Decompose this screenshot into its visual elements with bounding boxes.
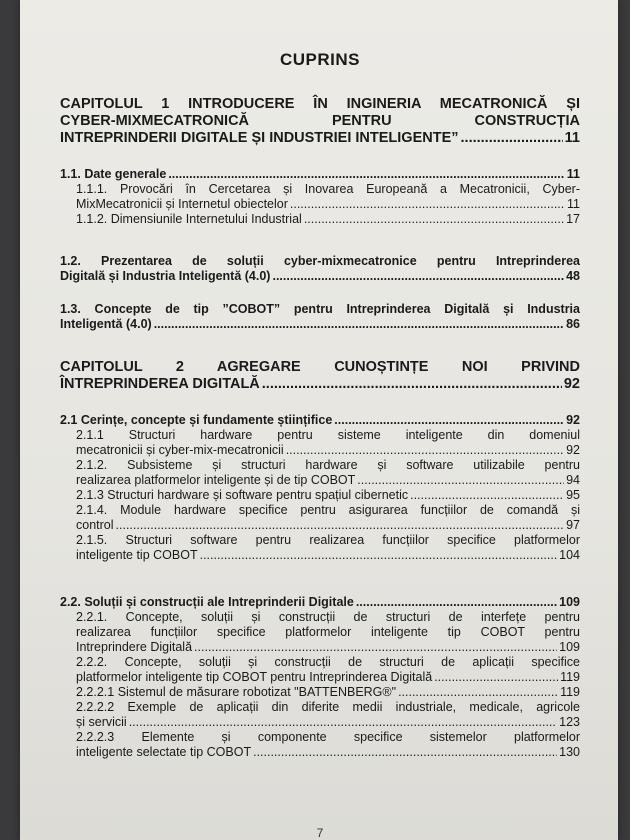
toc-section-2-1-1: 2.1.1 Structuri hardware pentru sisteme inteligente din domeniul mecatronicii și cyber-mix-mecatronicii ..... 92 [60,428,580,458]
toc-section-1-1-2: 1.1.2. Dimensiunile Internetului Industrial ..... 17 [60,212,580,227]
toc-section-2-1-2: 2.1.2. Subsisteme și structuri hardware și software utilizabile pentru realizarea platformelor inteligente și de tip COBOT ..... 94 [60,458,580,488]
toc-chapter-1-line-2: CYBER-MIXMECATRONICĂ PENTRU CONSTRUCȚIA [60,113,580,129]
page-ref: 104 [559,548,580,562]
page-number: 7 [316,826,324,840]
page-ref: 11 [564,130,580,146]
toc-section-2-1-4: 2.1.4. Module hardware specifice pentru asigurarea funcțiilor de comandă și control ..... 97 [60,503,580,533]
toc-chapter-1-line-1: CAPITOLUL 1 INTRODUCERE ÎN INGINERIA MECATRONICĂ ȘI [60,96,580,112]
toc-section-1-3: 1.3. Concepte de tip ”COBOT” pentru Intreprinderea Digitală și Industria Inteligentă (4.0) ..... 86 [60,302,580,332]
page-ref: 109 [559,595,580,609]
page-ref: 92 [566,413,580,427]
toc-chapter-1 [60,96,580,147]
page-ref: 130 [559,745,580,759]
page-ref: 94 [566,473,580,487]
toc-chapter-1-line-3: INTREPRINDERII DIGITALE ȘI INDUSTRIEI INTELIGENTE” ..... 11 [60,130,580,147]
page-ref: 86 [566,317,580,331]
page-ref: 119 [560,685,580,699]
page-ref: 95 [566,488,580,502]
page-ref: 48 [566,269,580,283]
page-ref: 11 [567,197,580,211]
page-ref: 119 [560,670,580,684]
toc-section-2-2-2: 2.2.2. Concepte, soluții și construcții de structuri de aplicații specifice platformelor inteligente tip COBOT pentru Intreprinderea Digitală ..... 119 [60,655,580,685]
page-title: CUPRINS [279,50,360,69]
document-page [20,0,618,840]
toc-section-2-2-1: 2.2.1. Concepte, soluții și construcții de structuri de interfețe pentru realizarea funcțiilor specifice platformelor inteligente tip COBOT pentru Intreprindere Digitală ..... 109 [60,610,580,655]
page-ref: 123 [559,715,580,729]
toc-chapter-2: CAPITOLUL 2 AGREGARE CUNOȘTINȚE NOI PRIVIND ÎNTREPRINDEREA DIGITALĂ ..... 92 [60,359,580,393]
page-ref: 11 [566,167,580,181]
page-ref: 17 [566,212,580,226]
toc-section-2-2-2-2: 2.2.2.2 Exemple de aplicații din diferite medii industriale, medicale, agricole și servicii ..... 123 [60,700,580,730]
toc-section-2-1-3: 2.1.3 Structuri hardware și software pentru spațiul cibernetic ..... 95 [60,488,580,503]
page-ref: 92 [566,443,580,457]
page-ref: 92 [563,376,580,392]
toc-section-2-1: 2.1 Cerințe, concepte și fundamente științifice ..... 92 2.1.1 Structuri hardware pentru sisteme inteligente din domeniul mecatronicii și cyber-mix-mecatronicii ..... 92 2.1.2. Subsisteme și structuri hardware și software utilizabile pentru realizarea platformelor inteligente și de tip COBOT ..... 94 2.1.3 Structuri hardware și software pentru spațiul cibernetic ..... 95 2.1.4. Module hardware specifice pentru asigurarea funcțiilor de comandă și control ..... 97 2.1.5. Structuri software pentru realizarea funcțiilor specifice platformelor inteligente tip COBOT ..... 104 [60,413,580,563]
toc-section-1-1-1: 1.1.1. Provocări în Cercetarea și Inovarea Europeană a Mecatronicii, Cyber- MixMecatronicii și Internetul obiectelor ..... 11 [60,182,580,212]
page-ref: 97 [566,518,580,532]
toc-section-2-2: 2.2. Soluții și construcții ale Intreprinderii Digitale ..... 109 2.2.1. Concepte, soluții și construcții de structuri de interfețe pentru realizarea funcțiilor specifice platformelor inteligente tip COBOT pentru Intreprindere Digitală ..... 109 2.2.2. Concepte, soluții și construcții de structuri de aplicații specifice platformelor inteligente tip COBOT pentru Intreprinderea Digitală ..... 119 2.2.2.1 Sistemul de măsurare robotizat "BATTENBERG®" ..... 119 2.2.2.2 Exemple de aplicații din diferite medii industriale, medicale, agricole și servicii ..... 123 2.2.2.3 Elemente și componente specifice sistemelor platformelor inteligente selectate tip COBOT ..... 130 [60,595,580,760]
page-ref: 109 [559,640,580,654]
toc-section-1-2: 1.2. Prezentarea de soluții cyber-mixmecatronice pentru Intreprinderea Digitală și Industria Inteligentă (4.0) ..... 48 [60,254,580,284]
toc-section-2-1-5: 2.1.5. Structuri software pentru realizarea funcțiilor specifice platformelor inteligente tip COBOT ..... 104 [60,533,580,563]
toc-section-2-2-2-1: 2.2.2.1 Sistemul de măsurare robotizat "BATTENBERG®" ..... 119 [60,685,580,700]
toc-section-2-2-2-3: 2.2.2.3 Elemente și componente specifice sistemelor platformelor inteligente selectate tip COBOT ..... 130 [60,730,580,760]
toc-section-1-1: 1.1. Date generale ..... 11 1.1.1. Provocări în Cercetarea și Inovarea Europeană a Mecatronicii, Cyber- MixMecatronicii și Internetul obiectelor ..... 11 1.1.2. Dimensiunile Internetului Industrial ..... 17 [60,167,580,227]
